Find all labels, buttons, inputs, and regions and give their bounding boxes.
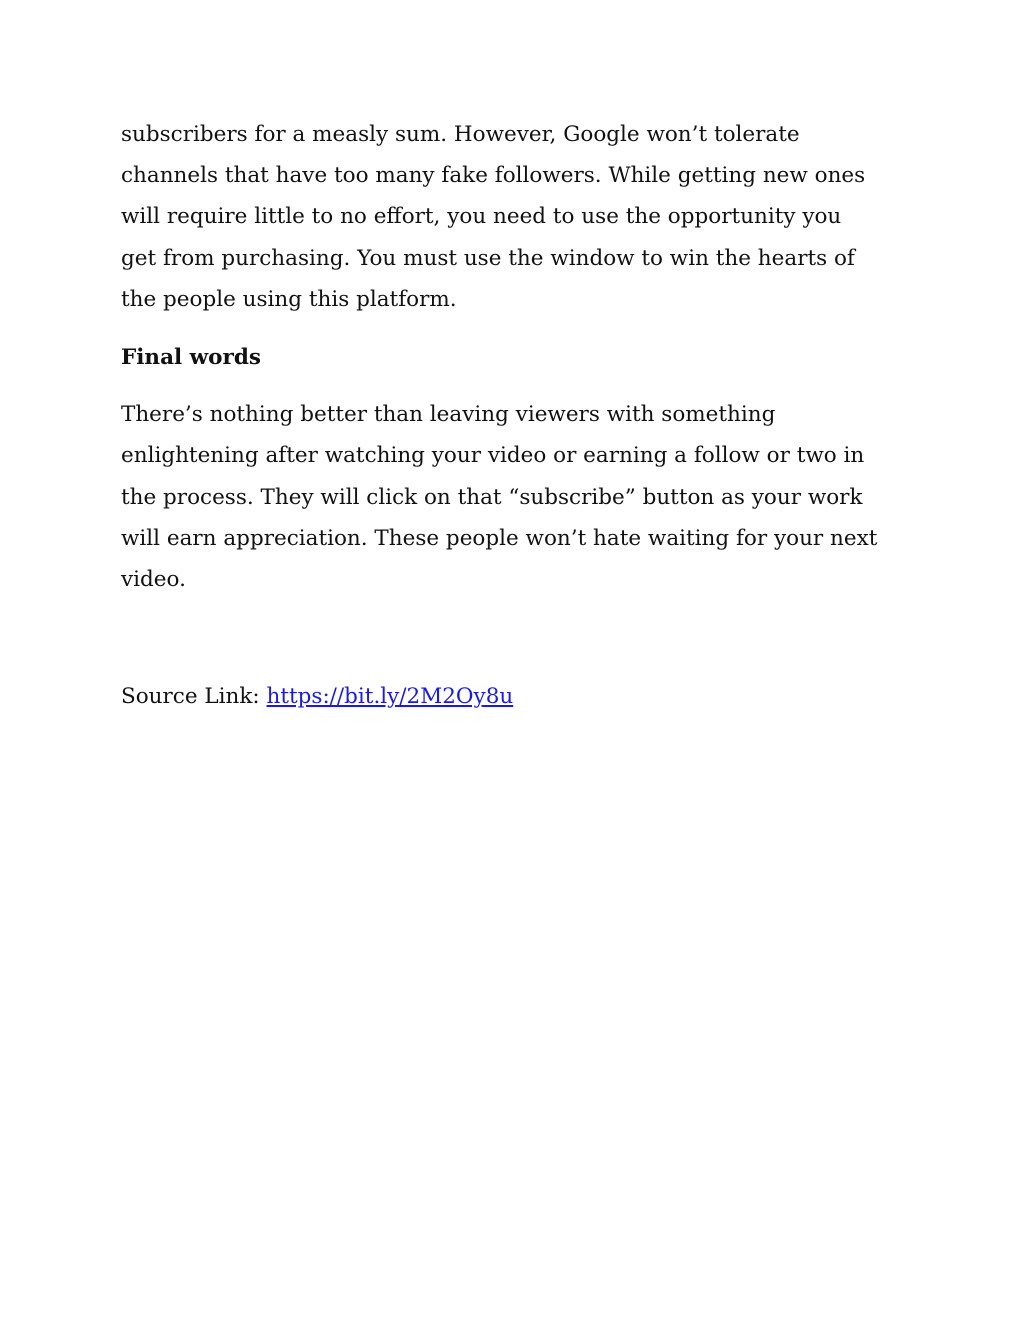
text-line: the process. They will click on that “subscribe” button as your work	[121, 484, 863, 510]
text-line: will earn appreciation. These people won’t hate waiting for your next	[121, 525, 878, 551]
source-line	[121, 676, 513, 717]
text-line: enlightening after watching your video or earning a follow or two in	[121, 443, 865, 469]
paragraph-subscribers	[121, 114, 921, 320]
text-line: the people using this platform.	[121, 286, 457, 312]
paragraph-final-words	[121, 394, 921, 600]
text-line: will require little to no effort, you need to use the opportunity you	[121, 204, 842, 230]
source-label: Source Link:	[121, 684, 267, 709]
text-line: channels that have too many fake followers. While getting new ones	[121, 163, 866, 189]
text-line: get from purchasing. You must use the window to win the hearts of	[121, 245, 855, 271]
text-line: video.	[121, 567, 186, 593]
text-line: subscribers for a measly sum. However, Google won’t tolerate	[121, 122, 800, 147]
section-heading: Final words	[121, 345, 261, 371]
text-line: There’s nothing better than leaving viewers with something	[121, 402, 776, 428]
document-body	[121, 114, 921, 600]
source-link[interactable]: https://bit.ly/2M2Oy8u	[266, 684, 514, 709]
